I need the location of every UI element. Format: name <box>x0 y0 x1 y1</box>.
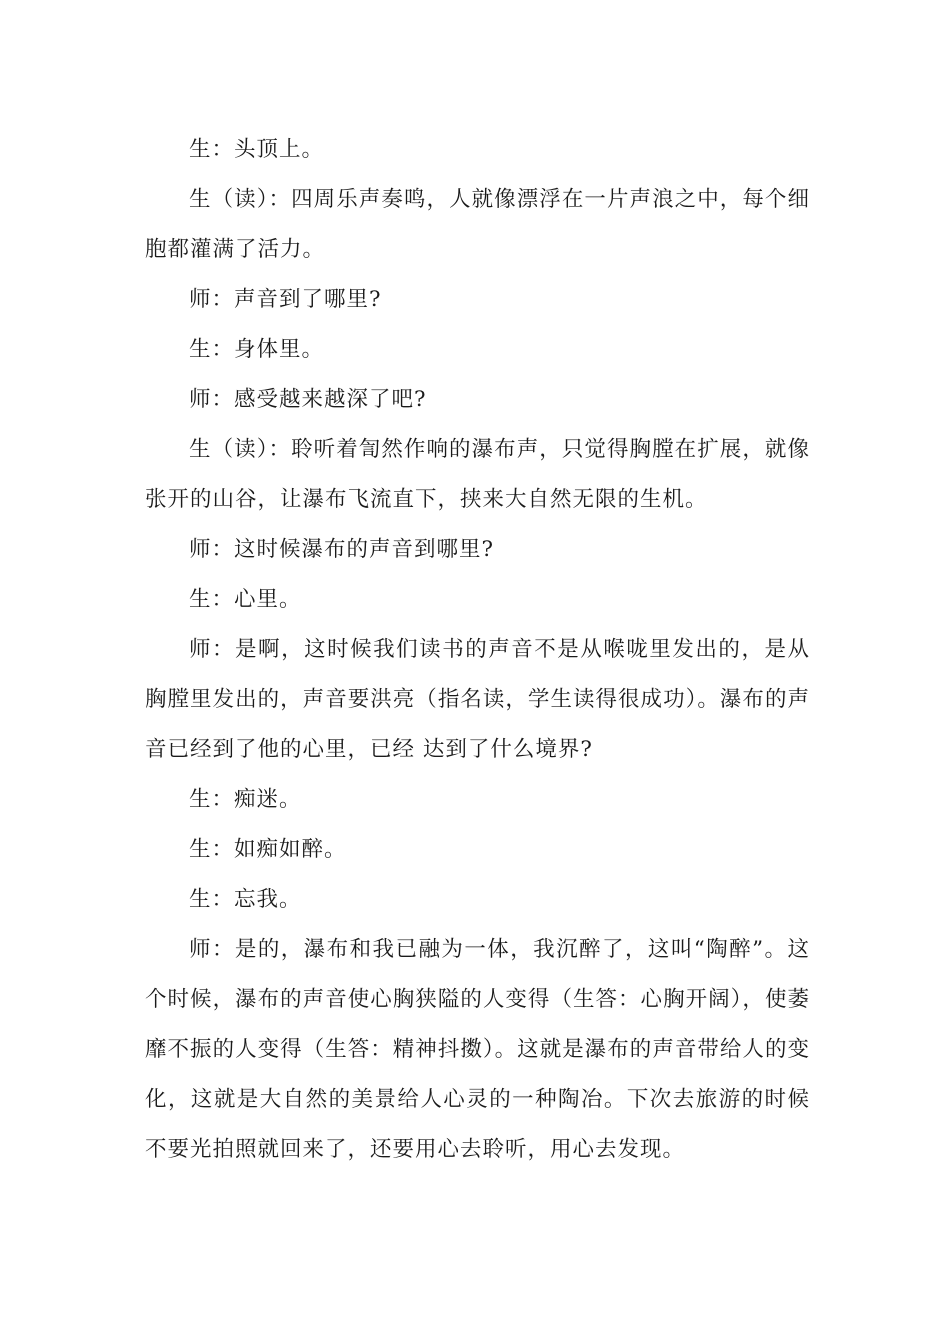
paragraph-student-selfless: 生：忘我。 <box>189 887 302 912</box>
document-body <box>145 125 810 1175</box>
paragraph-student-intoxicated: 生：如痴如醉。 <box>189 837 347 862</box>
paragraph-teacher-conclusion: 师：是的，瀑布和我已融为一体，我沉醉了，这叫“陶醉”。这个时候，瀑布的声音使心胸狭隘的人变得（生答：心胸开阔），使萎靡不振的人变得（生答：精神抖擞）。这就是瀑布的声音带给人的变化，这就是大自然的美景给人心灵的一种陶冶。下次去旅游的时候不要光拍照就回来了，还要用心去聆听，用心去发现。 <box>145 937 810 1162</box>
paragraph-teacher-explanation-1: 师：是啊，这时候我们读书的声音不是从喉咙里发出的，是从胸膛里发出的，声音要洪亮（指名读，学生读得很成功）。瀑布的声音已经到了他的心里，已经 达到了什么境界? <box>145 637 810 762</box>
paragraph-student-reading-2: 生（读）：聆听着訇然作响的瀑布声，只觉得胸膛在扩展，就像张开的山谷，让瀑布飞流直下，挟来大自然无限的生机。 <box>145 437 810 512</box>
paragraph-teacher-question-3: 师：这时候瀑布的声音到哪里? <box>189 537 495 562</box>
paragraph-student-heart: 生：心里。 <box>189 587 302 612</box>
paragraph-student-obsessed: 生：痴迷。 <box>189 787 302 812</box>
paragraph-student-overhead: 生：头顶上。 <box>189 137 325 162</box>
paragraph-student-body: 生：身体里。 <box>189 337 325 362</box>
paragraph-teacher-question-1: 师：声音到了哪里? <box>189 287 382 312</box>
paragraph-teacher-question-2: 师：感受越来越深了吧? <box>189 387 427 412</box>
paragraph-student-reading-1: 生（读）：四周乐声奏鸣，人就像漂浮在一片声浪之中，每个细胞都灌满了活力。 <box>145 187 810 262</box>
